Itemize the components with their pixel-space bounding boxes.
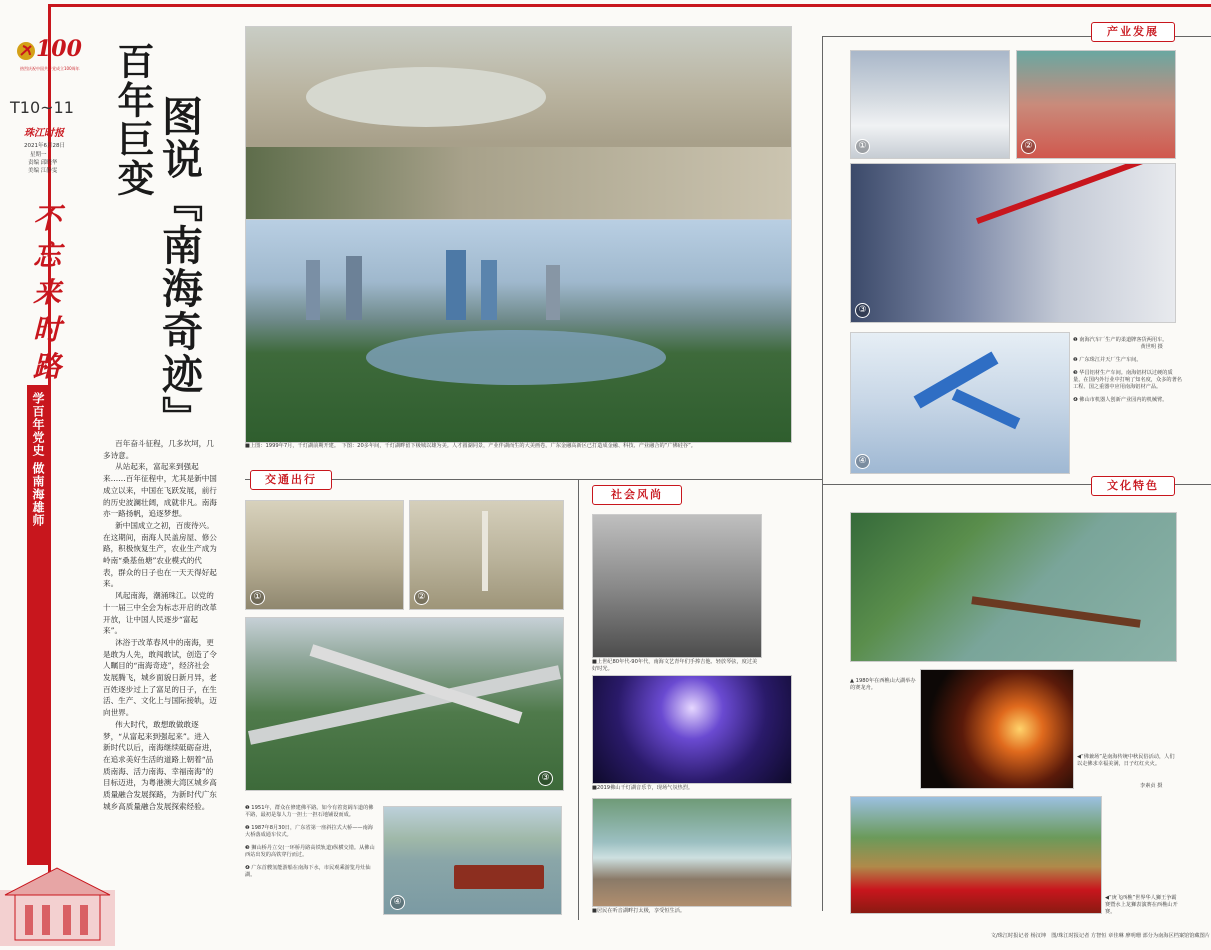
culture-photo-fire-dance bbox=[920, 669, 1074, 789]
issue-weekday: 星期一 bbox=[30, 152, 47, 158]
logo-number: 100 bbox=[36, 36, 82, 62]
divider bbox=[822, 36, 823, 911]
caption: ❷ 广东珠江并天厂生产车间。 bbox=[1073, 357, 1142, 363]
section-title-culture: 文化特色 bbox=[1091, 476, 1175, 496]
issue-date: 2021年6月28日 bbox=[24, 143, 65, 149]
page-designer: 美编 江静雯 bbox=[28, 168, 58, 174]
credits: 文/珠江时报记者 杨汉坤 图/珠江时报记者 方智恒 章佳琳 廖明珊 部分为南海区档案馆馆藏图片 bbox=[990, 933, 1210, 939]
section-title-transport: 交通出行 bbox=[250, 470, 332, 490]
paper-name: 珠江时报 bbox=[24, 128, 64, 139]
industry-photo-cars bbox=[850, 50, 1010, 159]
industry-photo-aluminium bbox=[850, 163, 1176, 323]
photo-qiandeng-lake-1999 bbox=[245, 26, 792, 220]
section-title-society: 社会风尚 bbox=[592, 485, 682, 505]
industry-photo-robot-arm bbox=[850, 332, 1070, 474]
caption: ❹ 佛山市机器人创新产业园内的机械臂。 bbox=[1073, 397, 1168, 403]
transport-photo-3 bbox=[245, 617, 564, 791]
transport-photo-4 bbox=[383, 806, 562, 915]
slogan-char: 忘 bbox=[32, 239, 61, 272]
transport-captions bbox=[245, 805, 375, 879]
caption: ❶ 1951年，群众在修建佛平路。如今有着宽阔车道的佛平路，最初是靠人力一担土一担石地铺设而成。 bbox=[245, 805, 374, 818]
society-caption-2: ■2019佛山千灯湖音乐节，现场气氛热烈。 bbox=[592, 785, 694, 791]
headline-main: 百年巨变 bbox=[111, 42, 155, 198]
culture-caption-2: ◀“佛兼场”是南海传统中秋民俗活动，人们以走佛求幸福美满，日子红红火火。 bbox=[1077, 754, 1175, 767]
photo-number: ② bbox=[414, 590, 429, 605]
intro-paragraph: 从站起来，富起来到强起来……百年征程中，尤其是新中国成立以来，中国在飞跃发展，前行的历史波澜壮阔，成就非凡。南海亦一路扬帆，追逐梦想。 bbox=[103, 462, 217, 519]
headline-sub: 图说『南海奇迹』 bbox=[155, 95, 203, 439]
society-photo-music-festival bbox=[592, 675, 792, 784]
industry-captions bbox=[1073, 337, 1183, 404]
society-photo-taichi bbox=[592, 798, 792, 907]
photo-number: ④ bbox=[390, 895, 405, 910]
page-code: T10~11 bbox=[10, 98, 74, 117]
culture-caption-photographer: 李素贞 摄 bbox=[1140, 783, 1163, 789]
society-caption-3: ■居民在听音湖畔打太极，享受恒生活。 bbox=[592, 908, 686, 914]
caption: ❸ 狮山桥丹立交(一环桥丹路高铁轨道)纵横交错。从佛山西站出发的高铁穿行而过。 bbox=[245, 845, 375, 858]
photo-number: ① bbox=[855, 139, 870, 154]
top-photo-caption: ■上图：1999年7月，千灯湖前期开建。 下图：20多年间，千灯湖畔留下极城以雄为美。人才圆湖同景，产业伴湖而生的大美画卷。广东金融高新区已打造成金融、科技、产业融合的“广佛硅谷”。 bbox=[245, 443, 696, 449]
slogan-char: 不 bbox=[32, 202, 61, 235]
logo-caption: 热烈庆祝中国共产党成立100周年 bbox=[20, 66, 80, 71]
slogan-char: 时 bbox=[32, 313, 61, 346]
photo-qiandeng-lake-today bbox=[245, 219, 792, 443]
divider bbox=[578, 480, 579, 920]
culture-caption-3: ◀“庚飞西樵”世界华人狮王争霸赛暨水上龙狮表演赛在西樵山开赛。 bbox=[1105, 895, 1178, 915]
intro-paragraph: 新中国成立之初，百废待兴。在这期间，南海人民盖房屋、修公路，积极恢复生产，农业生产成为岭南“桑基鱼塘”农业模式的代表，群众的日子也在一天天得好起来。 bbox=[103, 520, 217, 589]
photo-number: ① bbox=[250, 590, 265, 605]
page-frame-top bbox=[48, 4, 1211, 7]
transport-photo-1 bbox=[245, 500, 404, 610]
photo-number: ③ bbox=[855, 303, 870, 318]
caption: 黄世明 摄 bbox=[1073, 344, 1163, 350]
photo-number: ③ bbox=[538, 771, 553, 786]
caption: ❷ 1987年8月30日，广东省第一座斜拉式大桥——南海大桥落成通车仪式。 bbox=[245, 825, 373, 838]
industry-photo-workshop bbox=[1016, 50, 1176, 159]
intro-paragraph: 百年奋斗征程，几多坎坷，几多诗意。 bbox=[103, 439, 214, 460]
intro-article bbox=[103, 438, 217, 813]
slogan-char: 来 bbox=[32, 276, 61, 309]
caption: ❶ 南海汽车厂生产的柔道牌客货两用车。 bbox=[1073, 337, 1168, 343]
caption: ❹ 广东首艘氢能游船在南海下水，市民观乘游览丹灶仙湖。 bbox=[245, 865, 371, 878]
banner-text: 学百年党史 做南海雄师 bbox=[31, 392, 45, 528]
hall-illustration bbox=[0, 850, 115, 946]
slogan-char: 路 bbox=[32, 350, 61, 383]
photo-number: ④ bbox=[855, 454, 870, 469]
society-caption-1: ■上世纪80年代-90年代，南海文艺青年们手捧吉他、轻放琴弦，度过美好时光。 bbox=[592, 659, 758, 672]
culture-photo-lion-dance bbox=[850, 796, 1102, 914]
caption: ❸ 华昌铝材生产车间。南海铝材以过硬的质量，在国内外行业中打响了知名度，众多的著名工程、国之重器中应用南海铝材产品。 bbox=[1073, 370, 1182, 390]
intro-paragraph: 伟大时代，敢想敢做敢逐梦，“从富起来到强起来”。进入新时代以后，南海继续砥砺奋进，在追求美好生活的道路上朝着“品质南海、活力南海、幸福南海”的目标迈进，为粤港澳大湾区城乡高质量融合发展探路，为新时代广东城乡高质量融合发展探索经验。 bbox=[103, 719, 217, 811]
culture-caption-1: ▲ 1980年在西樵山大湖举办的赛龙舟。 bbox=[850, 678, 916, 691]
culture-photo-dragon-boat bbox=[850, 512, 1177, 662]
photo-number: ② bbox=[1021, 139, 1036, 154]
slogan bbox=[30, 200, 64, 385]
intro-paragraph: 风起南海，潮涌珠江。以党的十一届三中全会为标志开启的改革开放，让中国人民逐步“富起来”。 bbox=[103, 591, 217, 636]
centenary-logo bbox=[16, 36, 82, 78]
society-photo-guitar bbox=[592, 514, 762, 658]
intro-paragraph: 沐浴于改革春风中的南海，更是敢为人先，敢闯敢试，创造了令人瞩目的“南海奇迹”，经济社会发展腾飞，城乡面貌日新月异，老百姓逐步过上了富足的日子，在生活、生产、文化上与国际接轨，迈向世界。 bbox=[103, 637, 217, 718]
section-title-industry: 产业发展 bbox=[1091, 22, 1175, 42]
transport-photo-2 bbox=[409, 500, 564, 610]
page-editor: 责编 邱晓华 bbox=[28, 160, 58, 166]
